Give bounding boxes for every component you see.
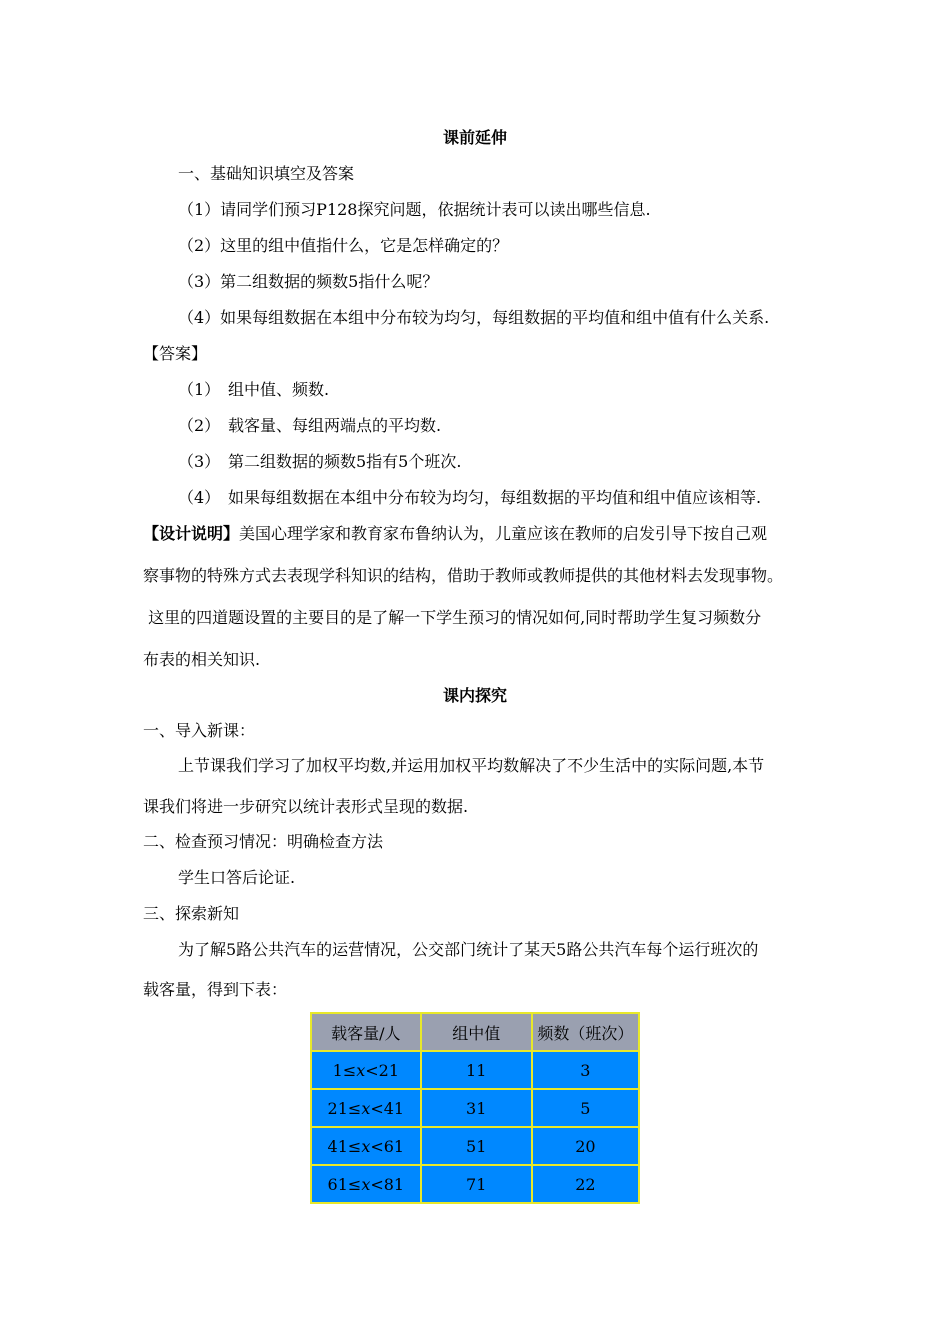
- range-hi: <81: [370, 1174, 405, 1194]
- check-heading: 二、检查预习情况：明确检查方法: [143, 832, 384, 851]
- design-note-label: 【设计说明】: [143, 524, 240, 543]
- range-lo: 41≤: [327, 1136, 362, 1156]
- question-3: （3）第二组数据的频数5指什么呢？: [178, 272, 439, 291]
- explore-line-1: 为了解5路公共汽车的运营情况，公交部门统计了某天5路公共汽车每个运行班次的: [178, 940, 759, 959]
- answer-2-num: （2）: [178, 416, 221, 435]
- answer-3-text: 第二组数据的频数5指有5个班次.: [228, 452, 462, 471]
- range-lo: 61≤: [327, 1174, 362, 1194]
- design-note: [143, 522, 767, 546]
- answer-1-num: （1）: [178, 380, 221, 399]
- question-2: （2）这里的组中值指什么，它是怎样确定的？: [178, 236, 509, 255]
- check-text: 学生口答后论证.: [178, 868, 296, 887]
- intro-heading: 一、导入新课：: [143, 721, 256, 740]
- answer-1-text: 组中值、频数.: [228, 380, 330, 399]
- answer-2-text: 载客量、每组两端点的平均数.: [228, 416, 442, 435]
- range-hi: <41: [370, 1098, 405, 1118]
- range-hi: <21: [365, 1060, 400, 1080]
- table-row: [311, 1089, 639, 1127]
- basic-knowledge-heading: 一、基础知识填空及答案: [178, 164, 355, 183]
- answer-4-text: 如果每组数据在本组中分布较为均匀，每组数据的平均值和组中值应该相等.: [228, 488, 762, 507]
- section-title-preview: 课前延伸: [442, 128, 507, 147]
- header-load: 载客量/人: [311, 1013, 421, 1051]
- range-var: x: [361, 1098, 371, 1118]
- frequency-cell: 3: [532, 1051, 639, 1089]
- design-note-line-1: 美国心理学家和教育家布鲁纳认为，儿童应该在教师的启发引导下按自己观: [239, 524, 768, 543]
- design-note-line-3: 这里的四道题设置的主要目的是了解一下学生预习的情况如何,同时帮助学生复习频数分: [143, 608, 762, 627]
- section-title-inclass: 课内探究: [442, 686, 507, 705]
- header-midpoint: 组中值: [421, 1013, 532, 1051]
- table-row: [311, 1051, 639, 1089]
- frequency-table: [310, 1012, 640, 1204]
- header-frequency: 频数（班次）: [532, 1013, 639, 1051]
- table-header-row: [311, 1013, 639, 1051]
- range-lo: 1≤: [332, 1060, 357, 1080]
- design-note-line-2: 察事物的特殊方式去表现学科知识的结构，借助于教师或教师提供的其他材料去发现事物。: [143, 566, 784, 585]
- range-var: x: [361, 1174, 371, 1194]
- explore-heading: 三、探索新知: [143, 904, 240, 923]
- midpoint-cell: 51: [421, 1127, 532, 1165]
- table-row: [311, 1127, 639, 1165]
- range-cell: [311, 1051, 421, 1089]
- range-cell: [311, 1165, 421, 1203]
- explore-line-2: 载客量，得到下表：: [143, 980, 288, 999]
- midpoint-cell: 71: [421, 1165, 532, 1203]
- question-4: （4）如果每组数据在本组中分布较为均匀，每组数据的平均值和组中值有什么关系.: [178, 308, 770, 327]
- question-1: （1）请同学们预习P128探究问题，依据统计表可以读出哪些信息.: [178, 200, 651, 219]
- frequency-cell: 20: [532, 1127, 639, 1165]
- frequency-cell: 22: [532, 1165, 639, 1203]
- table-row: [311, 1165, 639, 1203]
- range-hi: <61: [370, 1136, 405, 1156]
- intro-line-2: 课我们将进一步研究以统计表形式呈现的数据.: [143, 797, 469, 816]
- answer-label: 【答案】: [143, 344, 208, 363]
- range-cell: [311, 1127, 421, 1165]
- range-var: x: [361, 1136, 371, 1156]
- design-note-line-4: 布表的相关知识.: [143, 650, 261, 669]
- answer-3-num: （3）: [178, 452, 221, 471]
- answer-4-num: （4）: [178, 488, 221, 507]
- midpoint-cell: 11: [421, 1051, 532, 1089]
- range-var: x: [356, 1060, 366, 1080]
- range-lo: 21≤: [327, 1098, 362, 1118]
- intro-line-1: 上节课我们学习了加权平均数,并运用加权平均数解决了不少生活中的实际问题,本节: [178, 756, 765, 775]
- midpoint-cell: 31: [421, 1089, 532, 1127]
- frequency-cell: 5: [532, 1089, 639, 1127]
- range-cell: [311, 1089, 421, 1127]
